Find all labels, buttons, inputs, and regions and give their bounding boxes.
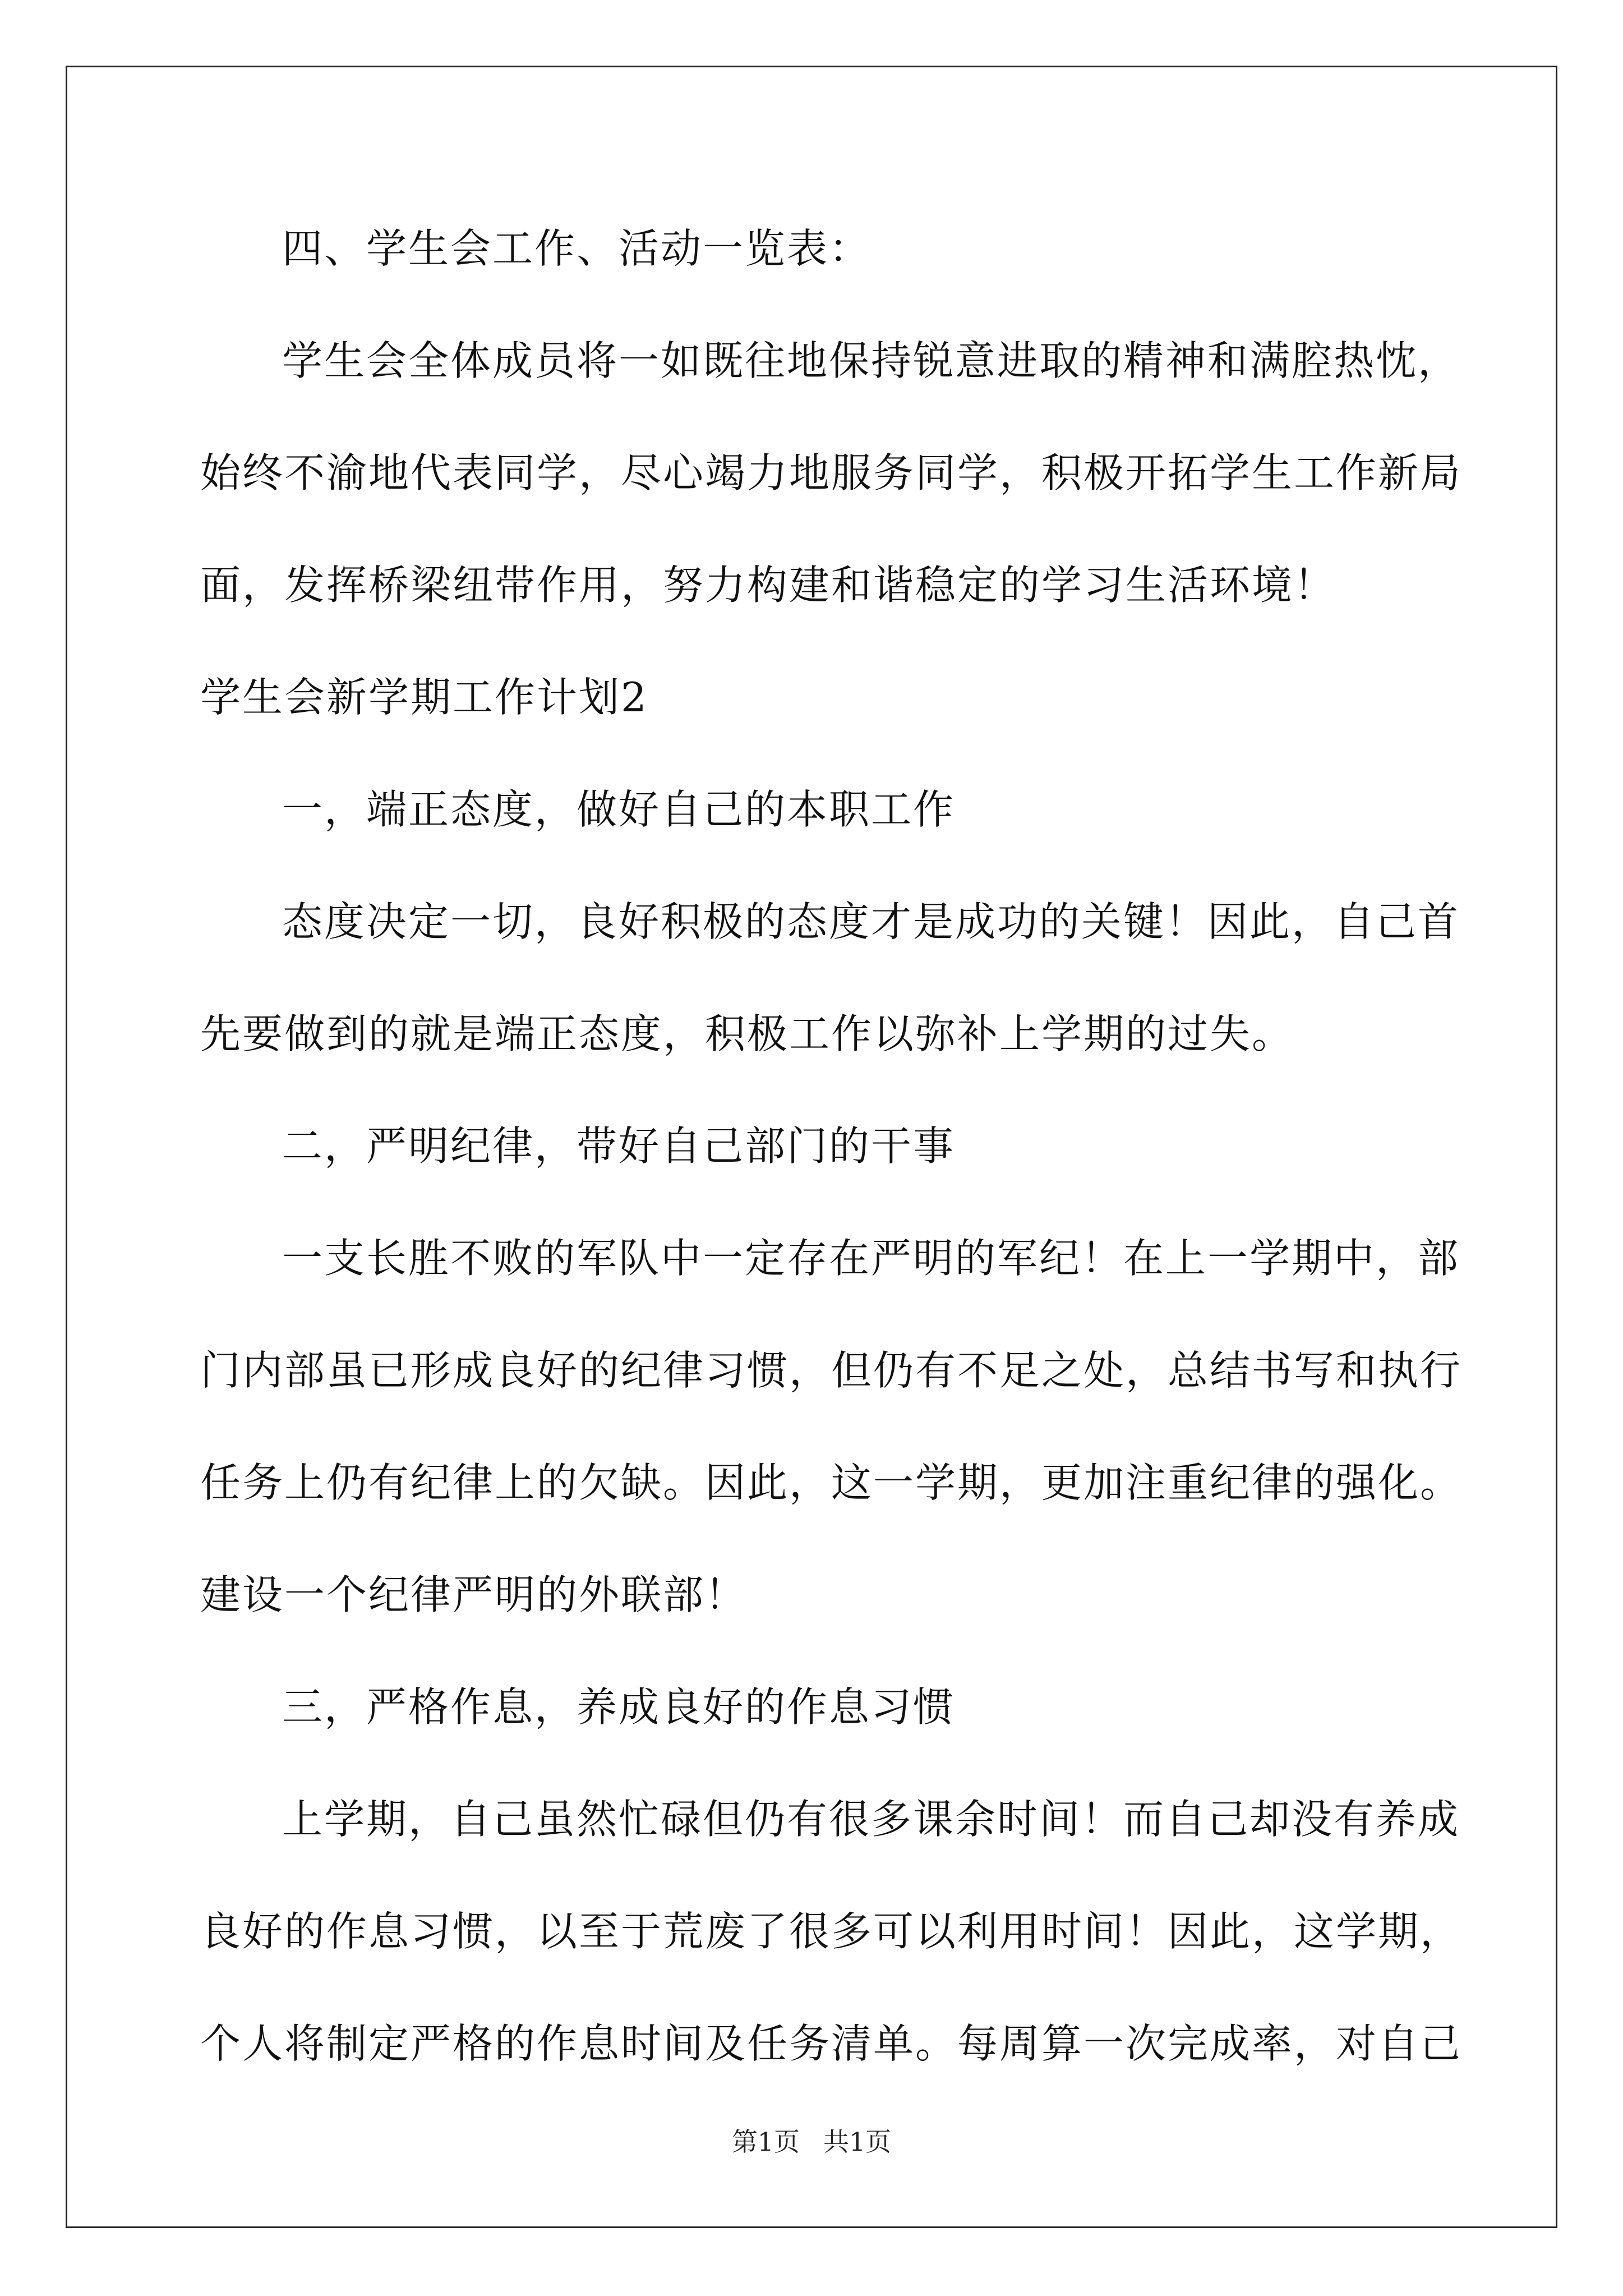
paragraph-line: 态度决定一切，良好积极的态度才是成功的关键！因此，自己首 xyxy=(282,898,1460,945)
paragraph-line: 上学期，自己虽然忙碌但仍有很多课余时间！而自己却没有养成 xyxy=(282,1796,1460,1843)
section-heading: 四、学生会工作、活动一览表： xyxy=(282,225,872,272)
paragraph-line: 一支长胜不败的军队中一定存在严明的军纪！在上一学期中，部 xyxy=(282,1235,1460,1282)
page-number: 第1页 xyxy=(731,2127,800,2157)
section-heading: 三，严格作息，养成良好的作息习惯 xyxy=(282,1683,956,1731)
paragraph-line: 建设一个纪律严明的外联部！ xyxy=(200,1571,748,1618)
section-heading: 一，端正态度，做好自己的本职工作 xyxy=(282,786,956,833)
paragraph-line: 任务上仍有纪律上的欠缺。因此，这一学期，更加注重纪律的强化。 xyxy=(200,1459,1463,1506)
page-footer xyxy=(0,2125,1623,2159)
page-count: 共1页 xyxy=(823,2127,892,2157)
section-heading: 二，严明纪律，带好自己部门的干事 xyxy=(282,1122,956,1170)
paragraph-line: 良好的作息习惯，以至于荒废了很多可以利用时间！因此，这学期， xyxy=(200,1908,1463,1955)
paragraph-line: 学生会全体成员将一如既往地保持锐意进取的精神和满腔热忱， xyxy=(282,337,1460,384)
paragraph-line: 个人将制定严格的作息时间及任务清单。每周算一次完成率，对自己 xyxy=(200,2020,1463,2067)
document-title: 学生会新学期工作计划2 xyxy=(200,674,648,721)
paragraph-line: 门内部虽已形成良好的纪律习惯，但仍有不足之处，总结书写和执行 xyxy=(200,1347,1463,1394)
paragraph-line: 先要做到的就是端正态度，积极工作以弥补上学期的过失。 xyxy=(200,1010,1294,1057)
paragraph-line: 面，发挥桥梁纽带作用，努力构建和谐稳定的学习生活环境！ xyxy=(200,562,1336,609)
paragraph-line: 始终不渝地代表同学，尽心竭力地服务同学，积极开拓学生工作新局 xyxy=(200,449,1463,496)
